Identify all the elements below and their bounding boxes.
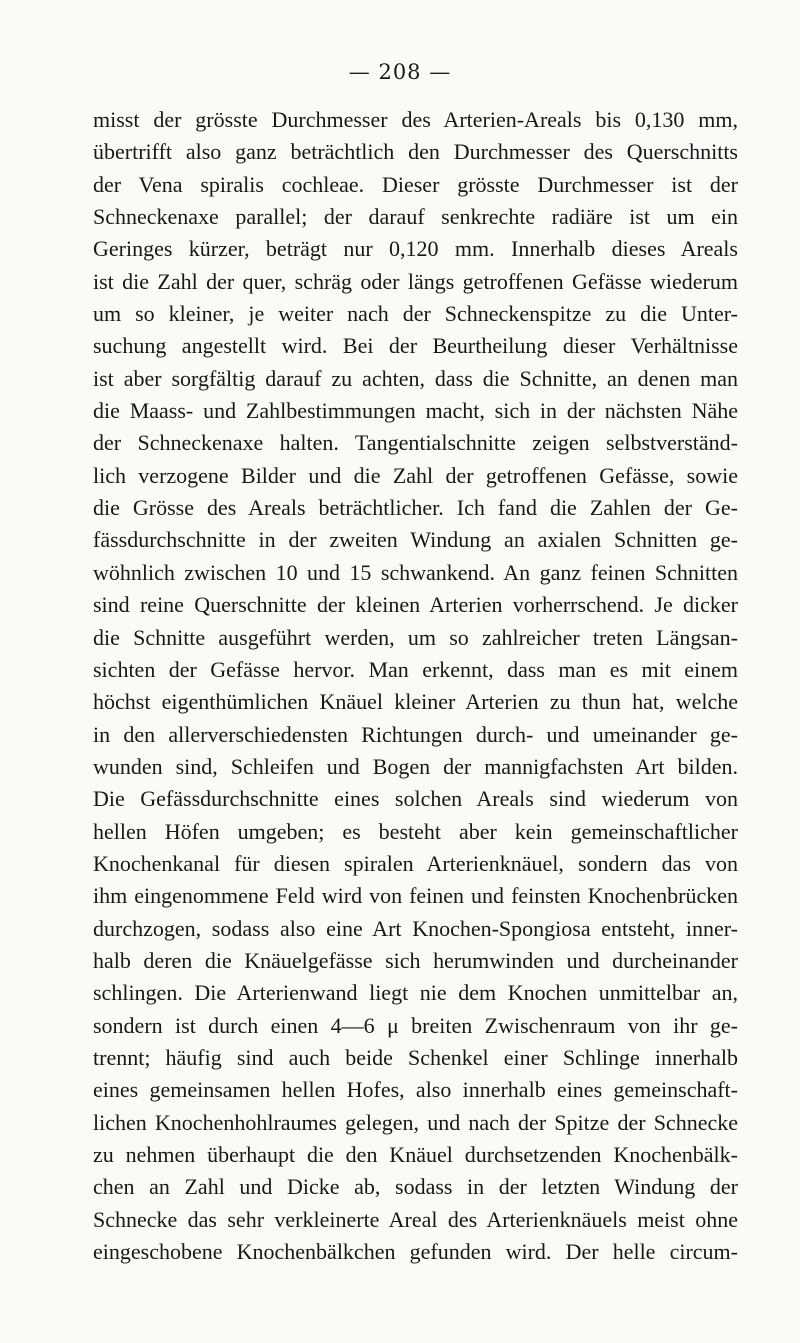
text-line: wunden sind, Schleifen und Bogen der mannigfachsten Art bilden. <box>93 753 738 779</box>
text-line: lich verzogene Bilder und die Zahl der getroffenen Gefässe, sowie <box>93 462 738 488</box>
text-line: sind reine Querschnitte der kleinen Arterien vorherrschend. Je dicker <box>93 592 738 618</box>
text-line: höchst eigenthümlichen Knäuel kleiner Arterien zu thun hat, welche <box>93 689 738 715</box>
text-line: ist die Zahl der quer, schräg oder längs getroffenen Gefässe wiederum <box>93 268 738 294</box>
text-line: trennt; häufig sind auch beide Schenkel einer Schlinge innerhalb <box>93 1044 738 1070</box>
page-number: — 208 — <box>348 60 452 84</box>
text-line: suchung angestellt wird. Bei der Beurtheilung dieser Verhältnisse <box>93 333 738 359</box>
text-line: fässdurchschnitte in der zweiten Windung an axialen Schnitten ge- <box>93 527 738 553</box>
text-line: lichen Knochenhohlraumes gelegen, und nach der Spitze der Schnecke <box>93 1109 738 1135</box>
text-line: sondern ist durch einen 4—6 μ breiten Zwischenraum von ihr ge- <box>93 1012 738 1038</box>
text-line: sichten der Gefässe hervor. Man erkennt, dass man es mit einem <box>93 656 738 682</box>
text-line: wöhnlich zwischen 10 und 15 schwankend. An ganz feinen Schnitten <box>93 559 738 585</box>
text-line: Geringes kürzer, beträgt nur 0,120 mm. Innerhalb dieses Areals <box>93 236 738 262</box>
text-line: zu nehmen überhaupt die den Knäuel durchsetzenden Knochenbälk- <box>93 1142 738 1167</box>
text-line: der Schneckenaxe halten. Tangentialschnitte zeigen selbstverständ- <box>93 430 738 456</box>
text-line: die Maass- und Zahlbestimmungen macht, sich in der nächsten Nähe <box>93 398 738 424</box>
text-line: chen an Zahl und Dicke ab, sodass in der letzten Windung der <box>93 1174 738 1200</box>
text-line: Knochenkanal für diesen spiralen Arterienknäuel, sondern das von <box>93 850 738 876</box>
text-line: die Grösse des Areals beträchtlicher. Ich fand die Zahlen der Ge- <box>93 495 738 521</box>
text-line: ihm eingenommene Feld wird von feinen und feinsten Knochenbrücken <box>93 883 738 909</box>
text-line: eines gemeinsamen hellen Hofes, also innerhalb eines gemeinschaft- <box>93 1077 738 1103</box>
text-line: Die Gefässdurchschnitte eines solchen Areals sind wiederum von <box>93 786 738 812</box>
text-line: eingeschobene Knochenbälkchen gefunden wird. Der helle circum- <box>93 1239 738 1265</box>
text-line: Schnecke das sehr verkleinerte Areal des Arterienknäuels meist ohne <box>93 1206 738 1232</box>
text-line: Schneckenaxe parallel; der darauf senkrechte radiäre ist um ein <box>93 204 738 230</box>
text-line: misst der grösste Durchmesser des Arterien-Areals bis 0,130 mm, <box>93 107 738 132</box>
text-line: ist aber sorgfältig darauf zu achten, dass die Schnitte, an denen man <box>93 365 738 391</box>
body-text <box>93 104 738 1268</box>
text-line: um so kleiner, je weiter nach der Schneckenspitze zu die Unter- <box>93 301 738 327</box>
text-line: halb deren die Knäuelgefässe sich herumwinden und durcheinander <box>93 947 738 973</box>
text-line: übertrifft also ganz beträchtlich den Durchmesser des Querschnitts <box>93 139 738 165</box>
text-line: in den allerverschiedensten Richtungen durch- und umeinander ge- <box>93 721 738 747</box>
text-line: schlingen. Die Arterienwand liegt nie dem Knochen unmittelbar an, <box>93 980 738 1006</box>
text-line: durchzogen, sodass also eine Art Knochen-Spongiosa entsteht, inner- <box>93 915 738 941</box>
text-line: der Vena spiralis cochleae. Dieser grösste Durchmesser ist der <box>93 171 738 197</box>
text-line: hellen Höfen umgeben; es besteht aber kein gemeinschaftlicher <box>93 818 738 844</box>
text-line: die Schnitte ausgeführt werden, um so zahlreicher treten Längsan- <box>93 624 738 650</box>
